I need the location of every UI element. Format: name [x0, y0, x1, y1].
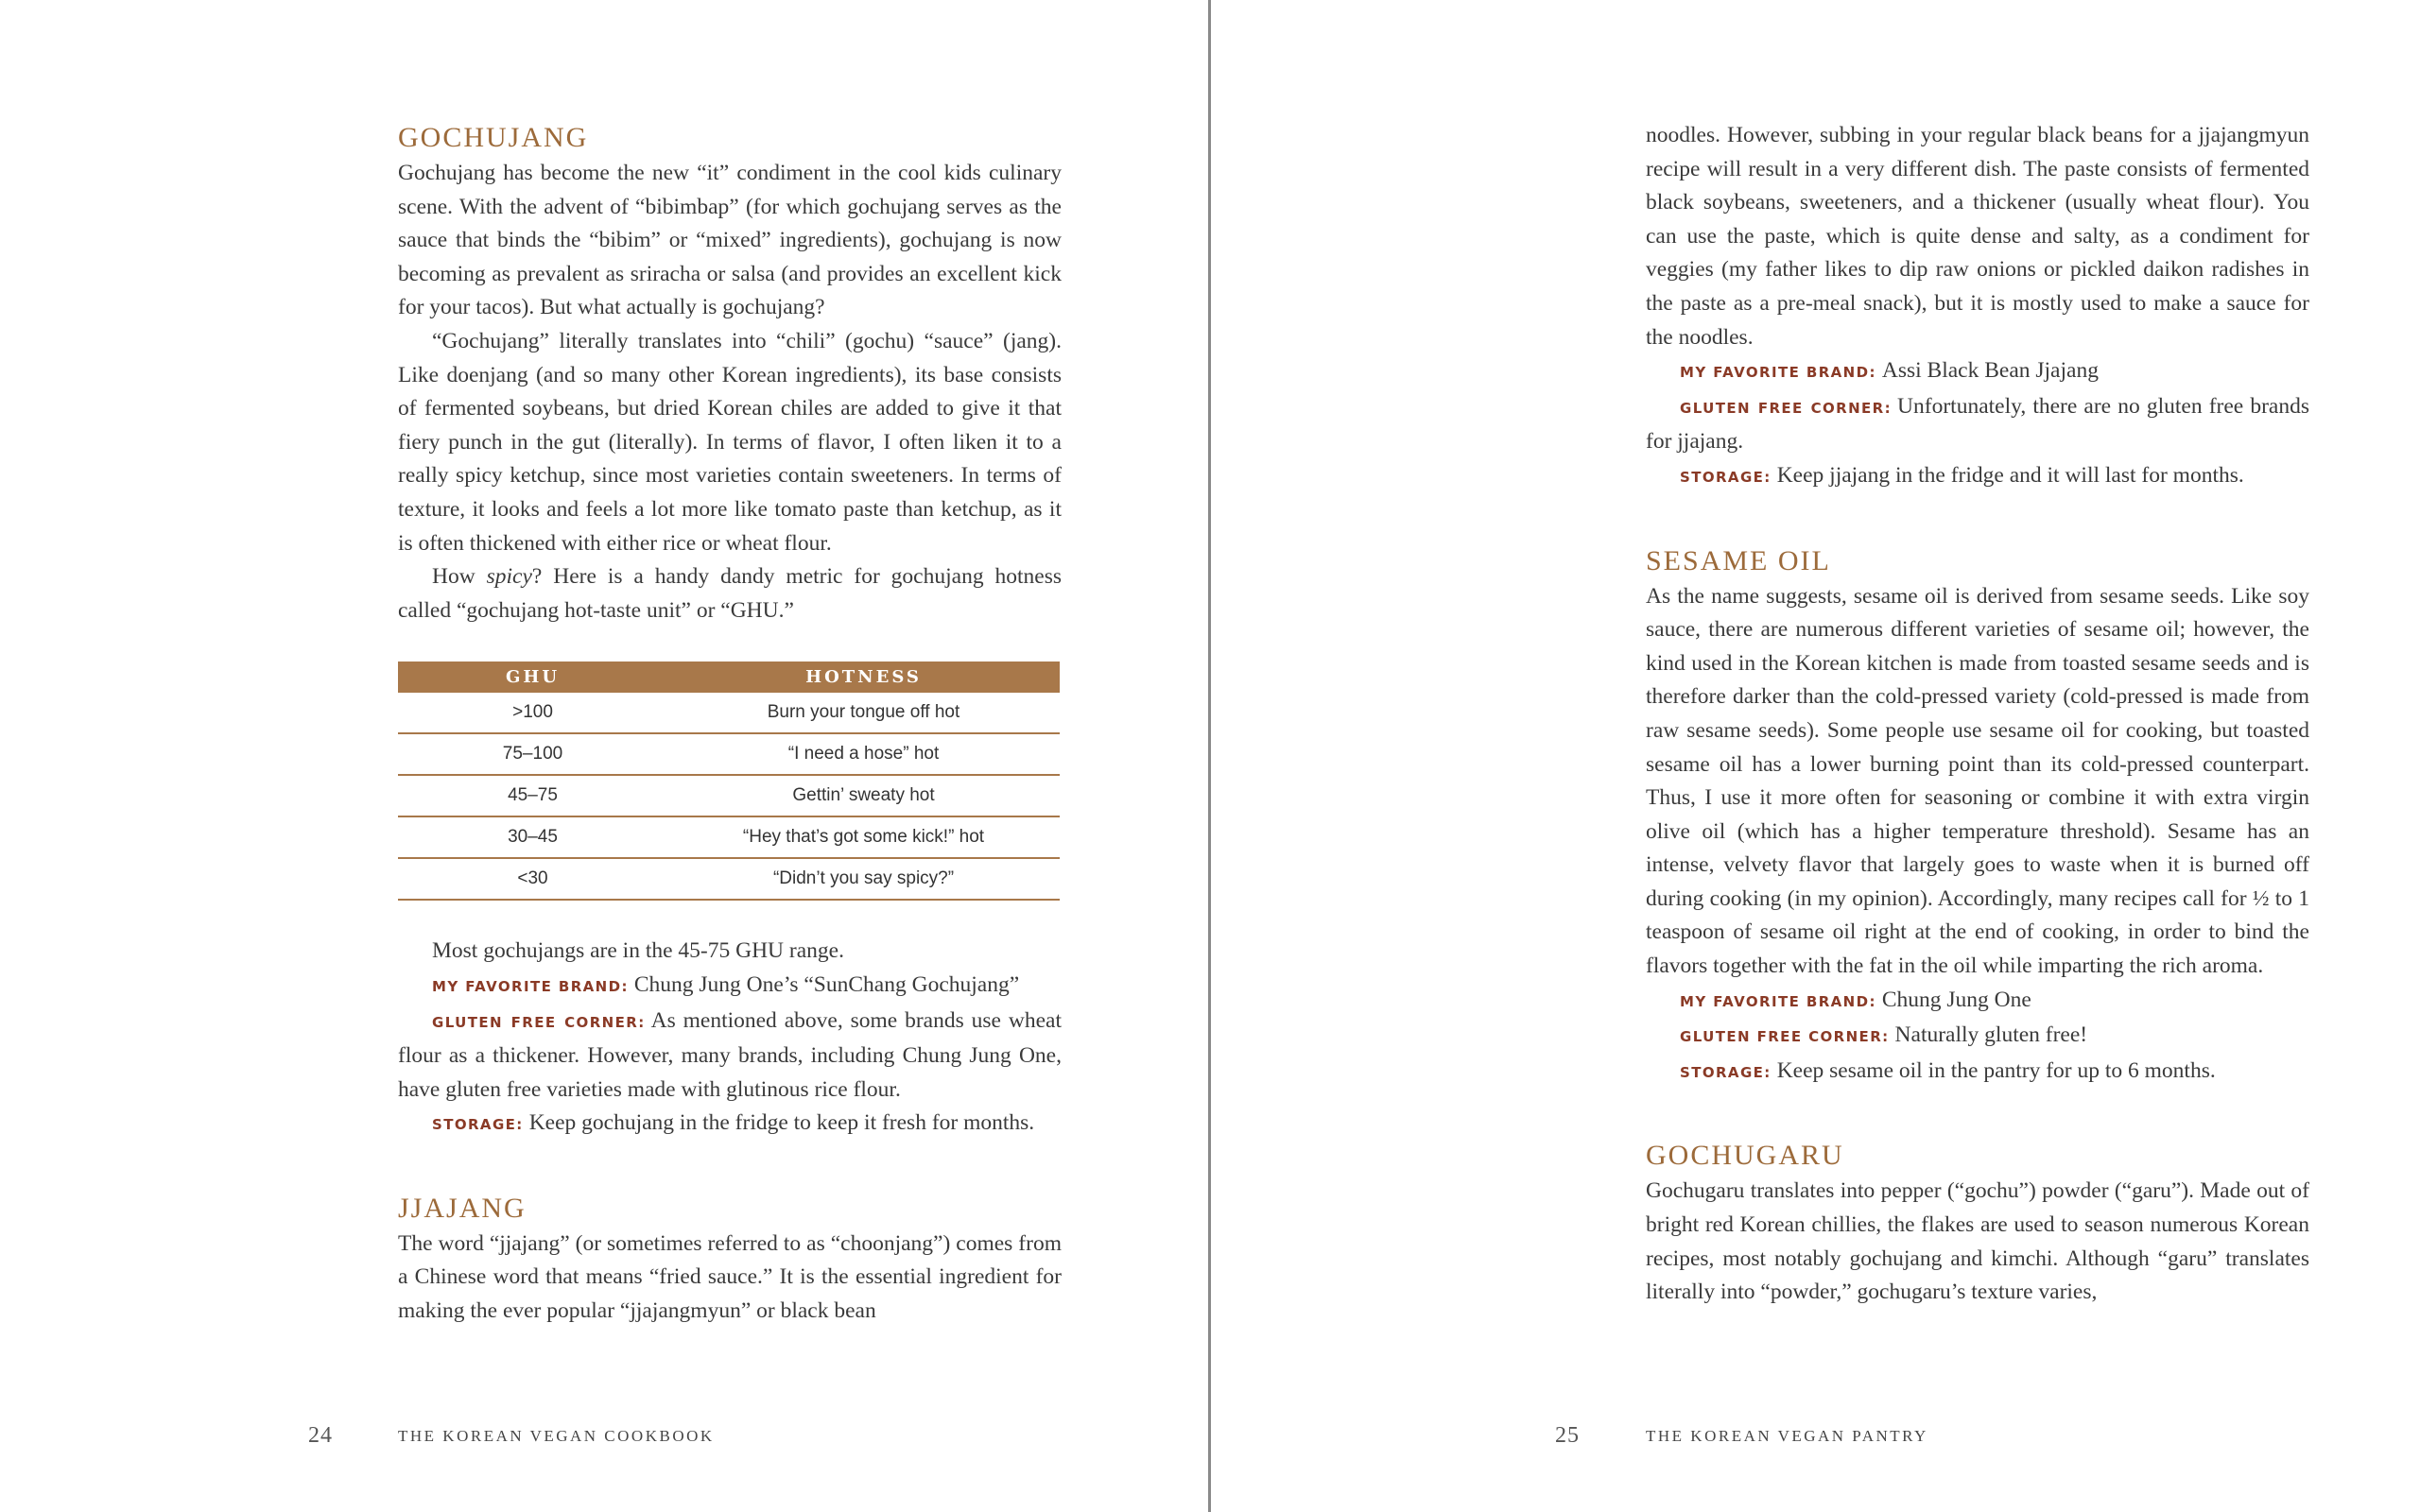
- paragraph: Most gochujangs are in the 45-75 GHU range.: [432, 938, 844, 964]
- table-row: [398, 816, 1060, 858]
- table-header-row: [398, 662, 1060, 693]
- favorite-brand-line: [1646, 354, 2309, 390]
- paragraph: As the name suggests, sesame oil is derived from sesame seeds. Like soy sauce, there are numerous different varieties of sesame oil; however, the kind used in the Korean kitchen is made from toasted sesame seeds and is therefore darker than the cold-pressed variety (cold-pressed is made from raw sesame seeds). Some people use sesame oil for cooking, but toasted sesame oil has a lower burning point than its cold-pressed counterpart. Thus, I use it more often for seasoning or combine it with extra virgin olive oil (which has a higher temperature threshold). Sesame has an intense, velvety flavor that largely goes to waste when it is burned off during cooking (in my opinion). Accordingly, many recipes call for ½ to 1 teaspoon of sesame oil right at the end of cooking, in order to bind the flavors together with the fat in the oil while imparting the rich aroma.: [1646, 583, 2309, 979]
- favorite-brand-text: Chung Jung One: [1881, 987, 2031, 1012]
- section-heading-gochujang: GOCHUJANG: [398, 122, 589, 153]
- right-page: [1211, 0, 2420, 1512]
- storage-label: STORAGE:: [1680, 468, 1772, 486]
- gluten-free-label: GLUTEN FREE CORNER:: [1680, 399, 1893, 417]
- paragraph: The word “jjajang” (or sometimes referred to as “choonjang”) comes from a Chinese word that means “fried sauce.” It is the essential ingredient for making the ever popular “jjajangmyun” or black bean: [398, 1230, 1062, 1324]
- paragraph: noodles. However, subbing in your regular black beans for a jjajangmyun recipe will result in a very different dish. The paste consists of fermented black soybeans, sweeteners, and a thickener (usually wheat flour). You can use the paste, which is quite dense and salty, as a condiment for veggies (my father likes to dip raw onions or pickled daikon radishes in the paste as a pre-meal snack), but it is mostly used to make a sauce for the noodles.: [1646, 123, 2309, 350]
- ghu-value: 30–45: [398, 816, 667, 858]
- section-heading-sesame-oil: SESAME OIL: [1646, 544, 1831, 576]
- table-row: [398, 858, 1060, 900]
- paragraph: Gochujang has become the new “it” condiment in the cool kids culinary scene. With the advent of “bibimbap” (for which gochujang serves as the sauce that binds the “bibim” or “mixed” ingredients), gochujang is now becoming as prevalent as sriracha or salsa (and provides an excellent kick for your tacos). But what actually is gochujang?: [398, 161, 1062, 320]
- section-heading-jjajang: JJAJANG: [398, 1192, 527, 1224]
- hotness-value: Gettin’ sweaty hot: [667, 775, 1060, 816]
- column-header-hotness: HOTNESS: [667, 662, 1060, 693]
- storage-line: [398, 1107, 1062, 1143]
- text-run: ? Here is a handy dandy metric for gochujang hotness called “gochujang hot-taste unit” or “GHU.”: [398, 564, 1062, 623]
- section-heading-gochugaru: GOCHUGARU: [1646, 1140, 1844, 1172]
- storage-text: Keep jjajang in the fridge and it will last for months.: [1776, 462, 2244, 488]
- ghu-value: 45–75: [398, 775, 667, 816]
- favorite-brand-label: MY FAVORITE BRAND:: [1680, 992, 1876, 1010]
- hotness-value: “Hey that’s got some kick!” hot: [667, 816, 1060, 858]
- gluten-free-label: GLUTEN FREE CORNER:: [432, 1013, 646, 1031]
- gluten-free-line: [1646, 1019, 2309, 1055]
- favorite-brand-text: Assi Black Bean Jjajang: [1881, 358, 2099, 384]
- storage-text: Keep sesame oil in the pantry for up to 6 months.: [1776, 1057, 2216, 1083]
- table-row: [398, 733, 1060, 775]
- paragraph: “Gochujang” literally translates into “chili” (gochu) “sauce” (jang). Like doenjang (and so many other Korean ingredients), its base consists of fermented soybeans, but dried Korean chiles are added to give it that fiery punch in the gut (literally). In terms of flavor, I often liken it to a really spicy ketchup, since most varieties contain sweeteners. In terms of texture, it looks and feels a lot more like tomato paste than ketchup, as it is often thickened with either rice or wheat flour.: [398, 328, 1062, 556]
- gluten-free-line: [1646, 390, 2309, 459]
- gluten-free-text: As mentioned above, some brands use wheat flour as a thickener. However, many brands, including Chung Jung One, have gluten free varieties made with glutinous rice flour.: [398, 1007, 1062, 1102]
- right-column: [1646, 119, 2309, 1310]
- favorite-brand-label: MY FAVORITE BRAND:: [1680, 364, 1876, 382]
- ghu-value: <30: [398, 858, 667, 900]
- gluten-free-label: GLUTEN FREE CORNER:: [1680, 1028, 1890, 1046]
- favorite-brand-label: MY FAVORITE BRAND:: [432, 977, 629, 995]
- hotness-value: “Didn’t you say spicy?”: [667, 858, 1060, 900]
- hotness-value: Burn your tongue off hot: [667, 693, 1060, 733]
- paragraph: [398, 560, 1062, 627]
- ghu-value: 75–100: [398, 733, 667, 775]
- storage-text: Keep gochujang in the fridge to keep it fresh for months.: [528, 1110, 1035, 1136]
- paragraph: Gochugaru translates into pepper (“gochu”) powder (“garu”). Made out of bright red Korean chillies, the flakes are used to season numerous Korean recipes, most notably gochujang and kimchi. Although “garu” translates literally into “powder,” gochugaru’s texture varies,: [1646, 1178, 2309, 1305]
- ghu-value: >100: [398, 693, 667, 733]
- favorite-brand-line: [398, 969, 1062, 1005]
- column-header-ghu: GHU: [398, 662, 667, 693]
- running-footer: THE KOREAN VEGAN COOKBOOK: [398, 1427, 715, 1445]
- storage-label: STORAGE:: [432, 1116, 524, 1134]
- table-row: [398, 775, 1060, 816]
- storage-line: [1646, 1055, 2309, 1091]
- table-row: [398, 693, 1060, 733]
- page-number: 25: [1555, 1423, 1580, 1448]
- left-page: [0, 0, 1209, 1512]
- gluten-free-text: Unfortunately, there are no gluten free brands for jjajang.: [1646, 393, 2309, 455]
- favorite-brand-line: [1646, 984, 2309, 1020]
- hotness-value: “I need a hose” hot: [667, 733, 1060, 775]
- emphasis-text: spicy: [486, 564, 532, 590]
- text-run: How: [432, 564, 487, 590]
- ghu-table: [398, 662, 1060, 901]
- running-footer: THE KOREAN VEGAN PANTRY: [1646, 1427, 1928, 1445]
- gluten-free-text: Naturally gluten free!: [1894, 1022, 2088, 1048]
- left-column: [398, 119, 1062, 1329]
- page-number: 24: [308, 1423, 333, 1448]
- favorite-brand-text: Chung Jung One’s “SunChang Gochujang”: [633, 971, 1020, 997]
- storage-line: [1646, 459, 2309, 495]
- storage-label: STORAGE:: [1680, 1063, 1772, 1081]
- gluten-free-line: [398, 1005, 1062, 1108]
